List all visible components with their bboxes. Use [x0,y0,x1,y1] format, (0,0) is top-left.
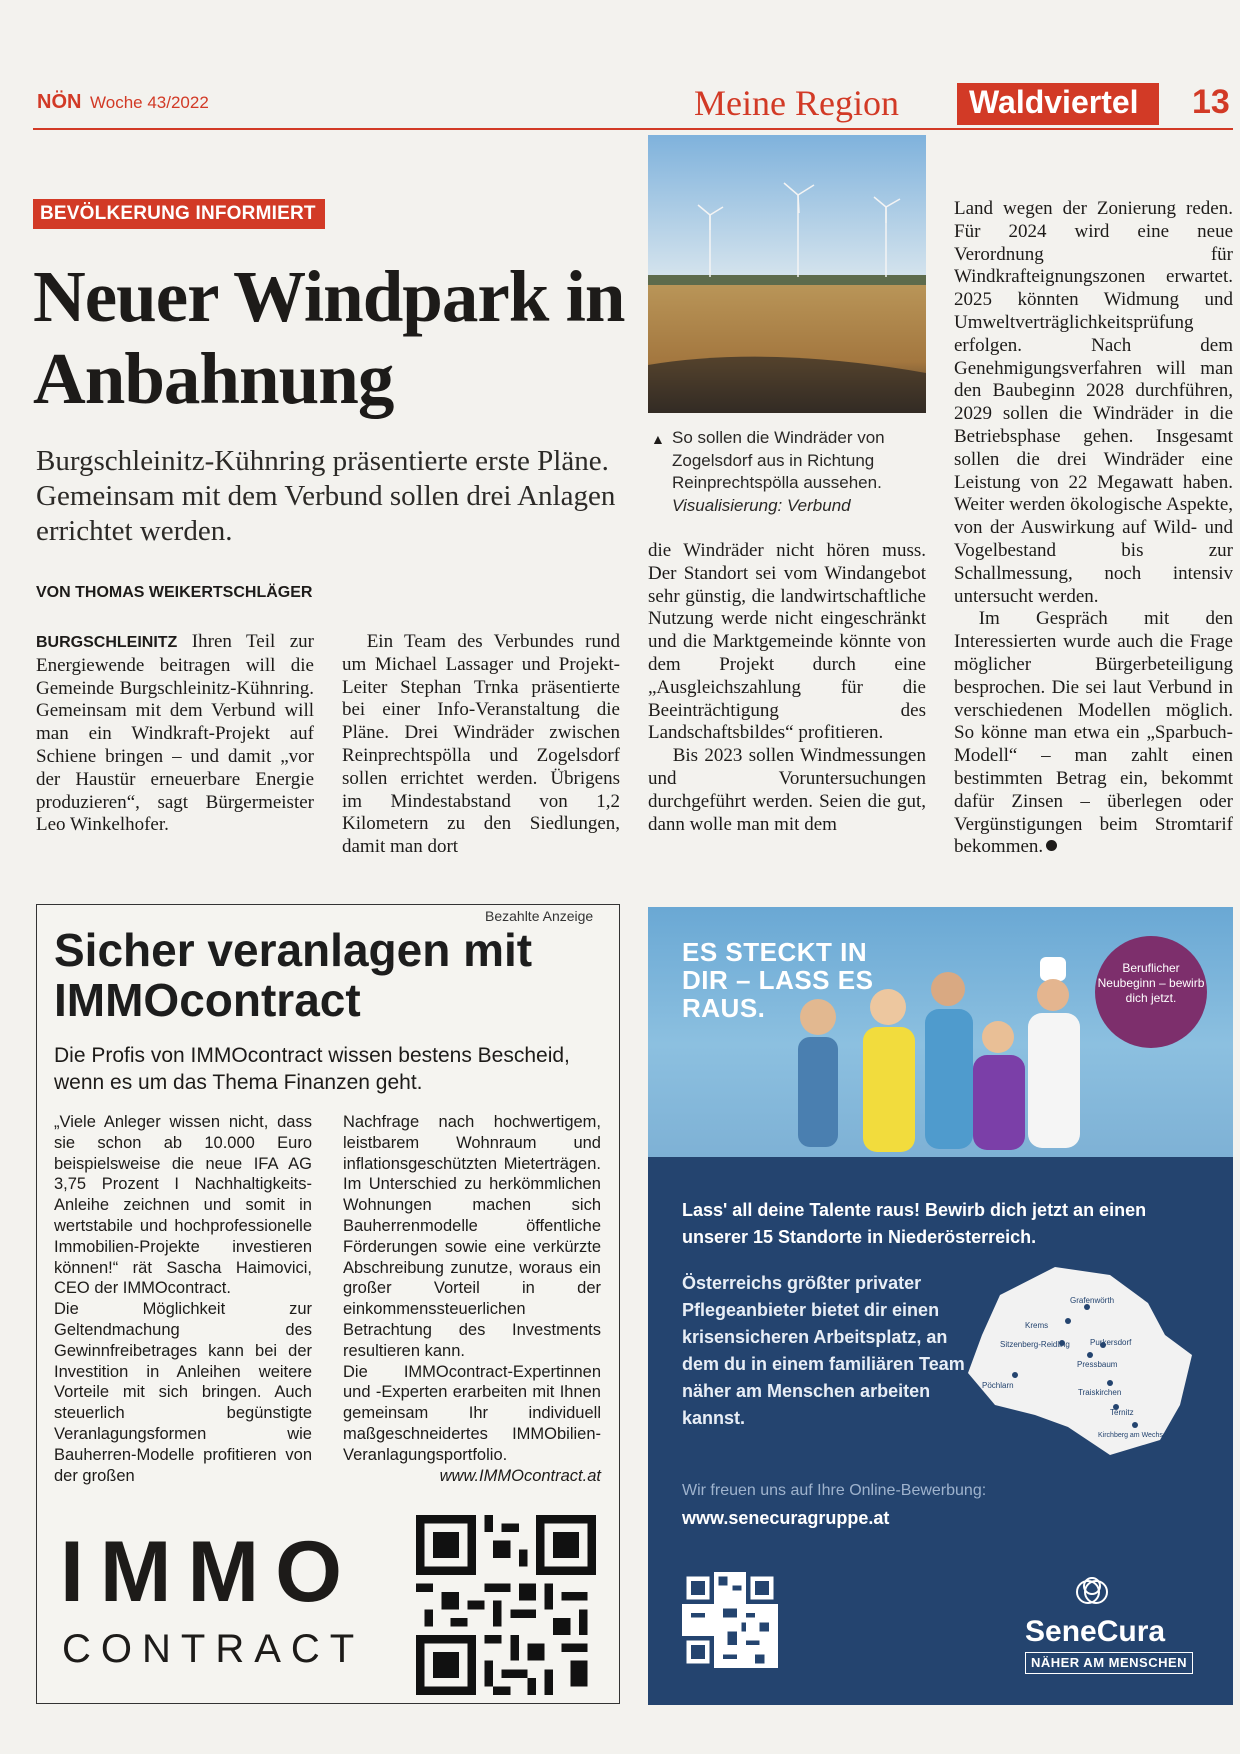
senecura-apply-text: Wir freuen uns auf Ihre Online-Bewerbung: [682,1482,987,1499]
senecura-tagline: NÄHER AM MENSCHEN [1025,1652,1193,1674]
immo-ad-subheadline: Die Profis von IMMOcontract wissen bestens Bescheid, wenn es um das Thema Finanzen geht. [54,1044,570,1094]
article-column-3 [648,540,926,836]
senecura-url[interactable]: www.senecuragruppe.at [682,1508,890,1528]
senecura-logo-icon [1072,1572,1112,1617]
map-label: Ternitz [1110,1408,1134,1417]
senecura-qr-code-icon[interactable] [682,1572,778,1668]
article-column-1 [36,631,314,837]
article-dateline: BURGSCHLEINITZ [36,634,178,651]
map-label: Traiskirchen [1078,1388,1122,1397]
article-col4-p1: Land wegen der Zonierung reden. Für 2024 wird eine neue Verordnung für Windkrafteignungszonen erwartet. 2025 könnten Widmung und Umweltverträglichkeitsprüfung erfolgen. Nach dem Genehmigungsverfahren will man den Baubeginn 2028 durchführen, 2029 sollen die Windräder in die Betriebsphase gehen. Insgesamt sollen die drei Windräder eine Leistung von 22 Megawatt haben. Weiter werden ökologische Aspekte, von der Auswirkung auf Wild- und Vogelbestand bis zur Schallmessung, noch intensiv untersucht werden. [954,198,1233,607]
immo-ad-url[interactable]: www.IMMOcontract.at [439,1466,601,1485]
article-col1-text: Ihren Teil zur Energiewende beitragen will die Gemeinde Burgschleinitz-Kühnring. Gemeinsam mit dem Verbund will man ein Windkraft-Projekt auf Schiene bringen – und damit „vor der Haustür erneuerbare Energie produzieren“, sagt Bürgermeister Leo Winkelhofer. [36,631,314,836]
map-label: Sitzenberg-Reidling [1000,1340,1070,1349]
issue-week: Woche 43/2022 [90,93,209,112]
windpark-visualization-photo [648,135,926,413]
article-col3-p1: die Windräder nicht hören muss. Der Standort sei vom Windangebot sehr günstig, die landwirtschaftliche Nutzung werde nicht eingeschränkt und die Marktgemeinde könnte von dem Projekt durch eine „Ausgleichszahlung für die Beeinträchtigung des Landschaftsbildes“ profitieren. [648,540,926,744]
caption-text: So sollen die Windräder von Zogelsdorf aus in Richtung Reinprechtspölla aussehen. [672,428,885,492]
article-col4-p2: Im Gespräch mit den Interessierten wurde auch die Frage möglicher Bürgerbeteiligung besprochen. Die sei laut Verbund in verschiedenen Modellen möglich. So könne man etwa ein „Sparbuch-Modell“ – man zahlt einen bestimmten Betrag ein, bekommt dafür Zinsen – überlegen oder Vergünstigungen beim Stromtarif bekommen. [954,608,1233,858]
senecura-headline: ES STECKT IN DIR – LASS ES RAUS. [682,937,874,1023]
immo-ad-headline: Sicher veranlagen mit IMMOcontract [54,924,533,1026]
map-label: Pöchlarn [982,1381,1014,1390]
lower-austria-map [960,1255,1200,1465]
article-column-4 [954,198,1233,859]
article-lead: Burgschleinitz-Kühnring präsentierte erste Pläne. Gemeinsam mit dem Verbund sollen drei Anlagen errichtet werden. [36,445,616,547]
immo-col2-p2: Die IMMOcontract-Expertinnen und -Experten erarbeiten mit Ihnen gemeinsam Ihr individuell maßgeschneidertes IMMObilien-Veranlagungsportfolio. [343,1362,601,1464]
map-label: Grafenwörth [1070,1296,1115,1305]
map-label: Purkersdorf [1090,1338,1132,1347]
paid-ad-label: Bezahlte Anzeige [485,908,594,924]
immo-ad-column-2 [343,1112,601,1486]
photo-caption [672,427,922,517]
caption-credit: Visualisierung: Verbund [672,495,851,515]
senecura-body: Österreichs größter privater Pflegeanbieter bietet dir einen krisensicheren Arbeitsplatz, an dem du in einem familiären Team näher am Menschen arbeiten kannst. [682,1273,965,1428]
article-byline: VON THOMAS WEIKERTSCHLÄGER [36,584,313,601]
caption-arrow-icon: ▲ [651,431,665,447]
immo-col2-p1: Nachfrage nach hochwertigem, leistbarem Wohnraum und inflationsgeschützten Mieterträgen. Im Unterschied zu herkömmlichen Wohnungen machen sich Bauherrenmodelle öffentliche Förderungen sowie eine verkürzte Abschreibung zunutze, woraus ein großer Vorteil in der einkommenssteuerlichen Betrachtung des Investments resultieren kann. [343,1113,601,1360]
newspaper-logo: NÖN [37,91,82,113]
map-label: Pressbaum [1077,1360,1118,1369]
header-divider [33,128,1233,130]
map-label: Krems [1025,1321,1049,1330]
immocontract-logo: IMMO [60,1524,359,1620]
article-column-2: Ein Team des Verbundes rund um Michael Lassager und Projekt-Leiter Stephan Trnka präsentierte bei einer Info-Veranstaltung die Pläne. Drei Windräder zwischen Reinprechtspölla und Zogelsdorf sollen errichtet werden. Übrigens im Mindestabstand von 1,2 Kilometern zu den Siedlungen, damit man dort [342,631,620,858]
map-label: Kirchberg am Wechsel [1098,1432,1169,1439]
article-col3-p2: Bis 2023 sollen Windmessungen und Voruntersuchungen durchgeführt werden. Seien die gut, dann wolle man mit dem [648,745,926,835]
senecura-badge-text: Beruflicher Neubeginn – bewirb dich jetzt. [1097,961,1205,1005]
immo-col1-p1: „Viele Anleger wissen nicht, dass sie schon ab 10.000 Euro beispielsweise die neue IFA AG 3,75 Prozent I Nachhaltigkeits-Anleihe zeichnen und somit in wertstabile und hochprofessionelle Immobilien-Projekte investieren können!“ rät Sascha Haimovici, CEO der IMMOcontract. [54,1113,312,1298]
region-label: Waldviertel [969,84,1139,120]
immocontract-logo-subline: CONTRACT [62,1627,365,1671]
immo-qr-code-icon[interactable] [416,1515,596,1695]
senecura-brand: SeneCura [1025,1615,1166,1648]
page-number: 13 [1192,83,1230,121]
immo-ad-column-1 [54,1112,312,1486]
end-mark-icon [1046,840,1057,851]
immo-col1-p2: Die Möglichkeit zur Geltendmachung des Gewinnfreibetrages kann bei der Investition in Anleihen weitere Vorteile mit sich bringen. Auch steuerlich begünstigte Veranlagungsformen wie Bauherren-Modelle profitieren von der großen [54,1300,312,1485]
section-title: Meine Region [694,83,899,123]
article-kicker: BEVÖLKERUNG INFORMIERT [33,199,325,229]
article-headline: Neuer Windpark in Anbahnung [33,256,625,419]
senecura-intro: Lass' all deine Talente raus! Bewirb dich jetzt an einen unserer 15 Standorte in Niederösterreich. [682,1200,1147,1247]
